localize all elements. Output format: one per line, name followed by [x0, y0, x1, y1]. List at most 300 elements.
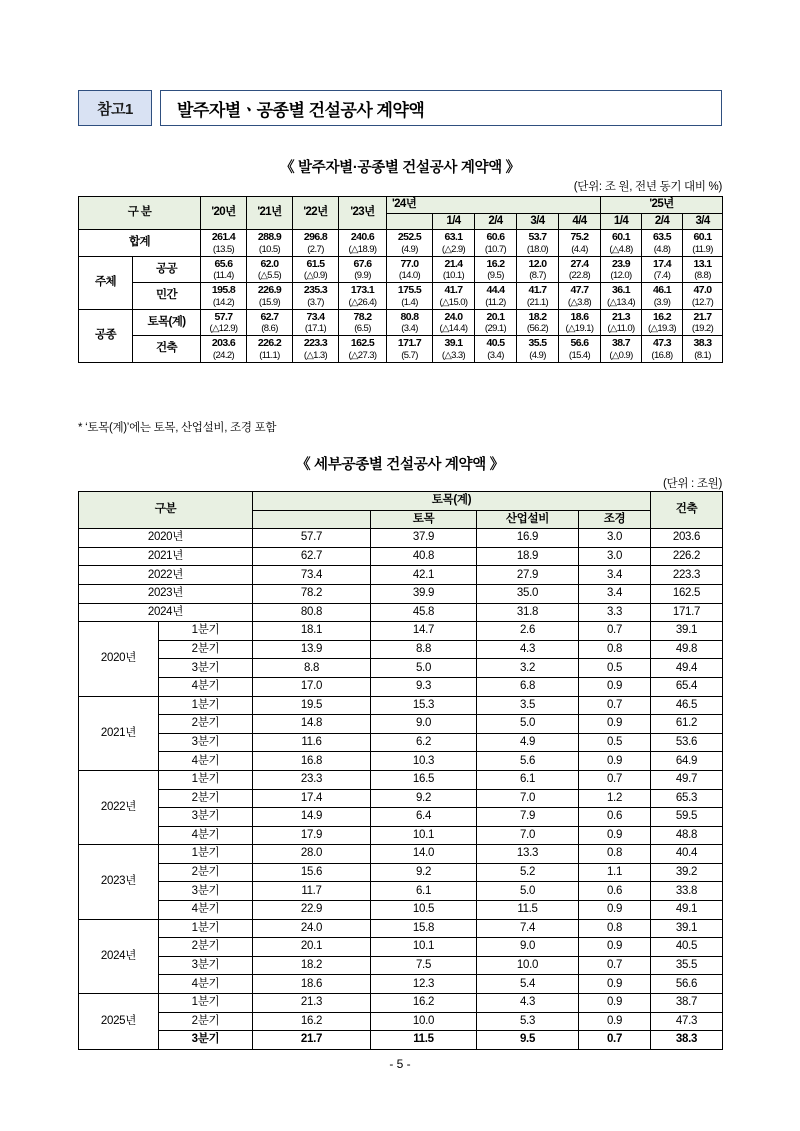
quarter-civil-total: 17.9	[253, 826, 371, 845]
cell-civil-7: 18.2 (56.2)	[517, 309, 559, 336]
table2-row-quarter	[79, 752, 723, 771]
header-2024-q1: 1/4	[433, 213, 475, 230]
quarter-label: 1분기	[159, 919, 253, 938]
quarter-label: 2분기	[159, 1012, 253, 1031]
cell-civil-11: 21.7 (19.2)	[683, 309, 723, 336]
quarter-label: 1분기	[159, 994, 253, 1013]
annual-building: 203.6	[651, 529, 723, 548]
quarter-building: 48.8	[651, 826, 723, 845]
quarter-civil: 6.1	[371, 882, 477, 901]
section2-title: 《 세부공종별 건설공사 계약액 》	[296, 457, 504, 473]
annual-landscape: 3.4	[579, 566, 651, 585]
quarter-landscape: 0.5	[579, 659, 651, 678]
quarter-civil: 8.8	[371, 640, 477, 659]
cell-total-10: 63.5 (4.8)	[642, 230, 683, 257]
table2-row-quarter	[79, 640, 723, 659]
table2-row-quarter	[79, 975, 723, 994]
header-2025-q2: 2/4	[642, 213, 683, 230]
row-label-private: 민간	[133, 283, 201, 310]
cell-public-2: 61.5 (△0.9)	[293, 256, 339, 283]
annual-civil: 42.1	[371, 566, 477, 585]
quarter-civil-total: 13.9	[253, 640, 371, 659]
quarter-industrial: 11.5	[477, 901, 579, 920]
header2-civil-total-value	[253, 510, 371, 529]
annual-landscape: 3.4	[579, 584, 651, 603]
quarter-civil-total: 28.0	[253, 845, 371, 864]
quarter-civil: 9.2	[371, 789, 477, 808]
cell-building-6: 40.5 (3.4)	[475, 336, 517, 363]
quarter-civil-total: 19.5	[253, 696, 371, 715]
table2-row-quarter	[79, 677, 723, 696]
quarter-landscape: 0.9	[579, 826, 651, 845]
cell-building-0: 203.6 (24.2)	[201, 336, 247, 363]
annual-industrial: 16.9	[477, 529, 579, 548]
cell-total-4: 252.5 (4.9)	[387, 230, 433, 257]
quarter-civil: 11.5	[371, 1031, 477, 1050]
quarter-civil: 10.1	[371, 938, 477, 957]
header-year-2024-group: '24년	[387, 197, 601, 214]
quarter-building: 35.5	[651, 956, 723, 975]
quarter-industrial: 7.4	[477, 919, 579, 938]
quarter-label: 1분기	[159, 770, 253, 789]
annual-industrial: 31.8	[477, 603, 579, 622]
quarter-civil-total: 15.6	[253, 863, 371, 882]
annual-year-label: 2022년	[79, 566, 253, 585]
quarter-civil-total: 20.1	[253, 938, 371, 957]
table2-row-quarter	[79, 770, 723, 789]
cell-civil-10: 16.2 (△19.3)	[642, 309, 683, 336]
cell-public-11: 13.1 (8.8)	[683, 256, 723, 283]
table2-row-quarter-current	[79, 1031, 723, 1050]
cell-public-1: 62.0 (△5.5)	[247, 256, 293, 283]
cell-public-5: 21.4 (10.1)	[433, 256, 475, 283]
table-row-building	[79, 336, 723, 363]
quarter-label: 1분기	[159, 622, 253, 641]
quarter-building: 49.4	[651, 659, 723, 678]
quarter-industrial: 13.3	[477, 845, 579, 864]
table2-row-quarter	[79, 1012, 723, 1031]
cell-total-2: 296.8 (2.7)	[293, 230, 339, 257]
quarter-industrial: 4.9	[477, 733, 579, 752]
cell-civil-6: 20.1 (29.1)	[475, 309, 517, 336]
page-title: 발주자별ㆍ공종별 건설공사 계약액	[160, 90, 722, 126]
table2-row-quarter	[79, 882, 723, 901]
cell-private-4: 175.5 (1.4)	[387, 283, 433, 310]
quarter-building: 39.2	[651, 863, 723, 882]
quarter-label: 2분기	[159, 640, 253, 659]
quarter-industrial: 3.2	[477, 659, 579, 678]
cell-building-7: 35.5 (4.9)	[517, 336, 559, 363]
header-2024-q4: 4/4	[559, 213, 601, 230]
annual-building: 226.2	[651, 547, 723, 566]
header2-civil: 토목	[371, 510, 477, 529]
header2-gubun: 구분	[79, 492, 253, 529]
cell-total-11: 60.1 (11.9)	[683, 230, 723, 257]
quarter-landscape: 0.9	[579, 677, 651, 696]
row-label-total: 합계	[79, 230, 201, 257]
quarter-label: 3분기	[159, 956, 253, 975]
table-row-total	[79, 230, 723, 257]
quarter-civil-total: 18.2	[253, 956, 371, 975]
quarter-building: 49.1	[651, 901, 723, 920]
cell-total-1: 288.9 (10.5)	[247, 230, 293, 257]
table2-row-annual	[79, 584, 723, 603]
quarter-landscape: 0.7	[579, 770, 651, 789]
quarter-industrial: 3.5	[477, 696, 579, 715]
quarter-civil-total: 14.8	[253, 715, 371, 734]
cell-private-8: 47.7 (△3.8)	[559, 283, 601, 310]
quarter-landscape: 0.9	[579, 752, 651, 771]
annual-civil: 37.9	[371, 529, 477, 548]
quarter-civil: 10.3	[371, 752, 477, 771]
quarter-civil: 9.3	[371, 677, 477, 696]
row-label-worktype: 공종	[79, 309, 133, 362]
quarter-group-year: 2024년	[79, 919, 159, 993]
table2-row-quarter	[79, 826, 723, 845]
quarter-civil-total: 23.3	[253, 770, 371, 789]
quarter-industrial: 10.0	[477, 956, 579, 975]
row-label-subject: 주체	[79, 256, 133, 309]
quarter-civil-total: 18.6	[253, 975, 371, 994]
quarter-civil-total: 22.9	[253, 901, 371, 920]
quarter-civil: 12.3	[371, 975, 477, 994]
quarter-landscape: 0.9	[579, 938, 651, 957]
quarter-landscape: 1.2	[579, 789, 651, 808]
cell-civil-3: 78.2 (6.5)	[339, 309, 387, 336]
quarter-civil: 6.4	[371, 808, 477, 827]
table2-row-quarter	[79, 696, 723, 715]
quarter-building: 40.5	[651, 938, 723, 957]
quarter-civil: 7.5	[371, 956, 477, 975]
annual-civil: 40.8	[371, 547, 477, 566]
quarter-building: 49.8	[651, 640, 723, 659]
annual-civil-total: 78.2	[253, 584, 371, 603]
quarter-industrial: 5.6	[477, 752, 579, 771]
annual-industrial: 27.9	[477, 566, 579, 585]
cell-building-2: 223.3 (△1.3)	[293, 336, 339, 363]
table2-row-annual	[79, 529, 723, 548]
quarter-landscape: 0.8	[579, 919, 651, 938]
cell-building-5: 39.1 (△3.3)	[433, 336, 475, 363]
annual-industrial: 18.9	[477, 547, 579, 566]
quarter-civil: 16.2	[371, 994, 477, 1013]
quarter-civil-total: 16.2	[253, 1012, 371, 1031]
cell-civil-2: 73.4 (17.1)	[293, 309, 339, 336]
cell-building-1: 226.2 (11.1)	[247, 336, 293, 363]
table2-row-quarter	[79, 622, 723, 641]
annual-civil: 39.9	[371, 584, 477, 603]
table2-row-quarter	[79, 994, 723, 1013]
quarter-landscape: 0.9	[579, 901, 651, 920]
quarter-label: 2분기	[159, 789, 253, 808]
cell-public-6: 16.2 (9.5)	[475, 256, 517, 283]
cell-private-6: 44.4 (11.2)	[475, 283, 517, 310]
quarter-landscape: 0.7	[579, 622, 651, 641]
annual-year-label: 2024년	[79, 603, 253, 622]
header2-building: 건축	[651, 492, 723, 529]
cell-public-4: 77.0 (14.0)	[387, 256, 433, 283]
quarter-label: 3분기	[159, 659, 253, 678]
quarter-civil: 14.0	[371, 845, 477, 864]
table-row-public	[79, 256, 723, 283]
quarter-label: 3분기	[159, 882, 253, 901]
quarter-landscape: 0.9	[579, 1012, 651, 1031]
table2-row-quarter	[79, 715, 723, 734]
quarter-landscape: 0.7	[579, 1031, 651, 1050]
cell-total-9: 60.1 (△4.8)	[601, 230, 642, 257]
quarter-building: 46.5	[651, 696, 723, 715]
quarter-industrial: 5.0	[477, 715, 579, 734]
quarter-building: 65.3	[651, 789, 723, 808]
quarter-building: 38.7	[651, 994, 723, 1013]
cell-civil-8: 18.6 (△19.1)	[559, 309, 601, 336]
quarter-civil: 16.5	[371, 770, 477, 789]
header2-civil-total: 토목(계)	[253, 492, 651, 511]
table-row-civil	[79, 309, 723, 336]
annual-building: 171.7	[651, 603, 723, 622]
quarter-industrial: 5.3	[477, 1012, 579, 1031]
quarter-industrial: 5.0	[477, 882, 579, 901]
quarter-group-year: 2022년	[79, 770, 159, 844]
contract-amount-table	[78, 196, 723, 363]
quarter-civil: 9.0	[371, 715, 477, 734]
quarter-building: 65.4	[651, 677, 723, 696]
cell-private-11: 47.0 (12.7)	[683, 283, 723, 310]
detail-worktype-table	[78, 491, 723, 1050]
header-2025-q1: 1/4	[601, 213, 642, 230]
quarter-industrial: 7.0	[477, 826, 579, 845]
header-year-2025-group: '25년	[601, 197, 723, 214]
quarter-civil: 10.5	[371, 901, 477, 920]
annual-building: 223.3	[651, 566, 723, 585]
quarter-building: 64.9	[651, 752, 723, 771]
quarter-industrial: 9.5	[477, 1031, 579, 1050]
cell-building-10: 47.3 (16.8)	[642, 336, 683, 363]
table2-row-quarter	[79, 733, 723, 752]
annual-year-label: 2020년	[79, 529, 253, 548]
quarter-industrial: 4.3	[477, 994, 579, 1013]
quarter-building: 59.5	[651, 808, 723, 827]
quarter-civil: 10.1	[371, 826, 477, 845]
table2-row-annual	[79, 547, 723, 566]
header-2024-q2: 2/4	[475, 213, 517, 230]
quarter-civil: 6.2	[371, 733, 477, 752]
cell-total-6: 60.6 (10.7)	[475, 230, 517, 257]
cell-private-1: 226.9 (15.9)	[247, 283, 293, 310]
quarter-label: 3분기	[159, 733, 253, 752]
quarter-civil-total: 16.8	[253, 752, 371, 771]
quarter-industrial: 5.4	[477, 975, 579, 994]
table2-row-quarter	[79, 808, 723, 827]
quarter-landscape: 0.8	[579, 845, 651, 864]
cell-public-3: 67.6 (9.9)	[339, 256, 387, 283]
header2-landscape: 조경	[579, 510, 651, 529]
header-year-2021: '21년	[247, 197, 293, 230]
quarter-group-year: 2025년	[79, 994, 159, 1050]
table2-row-quarter	[79, 659, 723, 678]
cell-private-10: 46.1 (3.9)	[642, 283, 683, 310]
quarter-group-year: 2020년	[79, 622, 159, 696]
quarter-label: 4분기	[159, 975, 253, 994]
header-2024-q-total	[387, 213, 433, 230]
cell-public-9: 23.9 (12.0)	[601, 256, 642, 283]
cell-civil-0: 57.7 (△12.9)	[201, 309, 247, 336]
quarter-civil: 15.8	[371, 919, 477, 938]
quarter-civil-total: 17.0	[253, 677, 371, 696]
quarter-label: 3분기	[159, 1031, 253, 1050]
quarter-label: 1분기	[159, 845, 253, 864]
quarter-building: 40.4	[651, 845, 723, 864]
page-number: - 5 -	[389, 1057, 411, 1071]
annual-landscape: 3.0	[579, 529, 651, 548]
quarter-industrial: 7.9	[477, 808, 579, 827]
quarter-industrial: 6.1	[477, 770, 579, 789]
quarter-label: 4분기	[159, 826, 253, 845]
section1-title: 《 발주자별·공종별 건설공사 계약액 》	[280, 160, 520, 176]
quarter-building: 38.3	[651, 1031, 723, 1050]
quarter-landscape: 0.9	[579, 715, 651, 734]
cell-building-11: 38.3 (8.1)	[683, 336, 723, 363]
quarter-civil: 14.7	[371, 622, 477, 641]
cell-total-0: 261.4 (13.5)	[201, 230, 247, 257]
cell-private-2: 235.3 (3.7)	[293, 283, 339, 310]
header2-industrial: 산업설비	[477, 510, 579, 529]
quarter-landscape: 0.5	[579, 733, 651, 752]
cell-public-7: 12.0 (8.7)	[517, 256, 559, 283]
quarter-landscape: 0.6	[579, 882, 651, 901]
quarter-civil-total: 11.6	[253, 733, 371, 752]
quarter-landscape: 0.7	[579, 956, 651, 975]
table2-row-quarter	[79, 863, 723, 882]
quarter-building: 39.1	[651, 919, 723, 938]
quarter-civil-total: 8.8	[253, 659, 371, 678]
quarter-label: 4분기	[159, 752, 253, 771]
annual-civil-total: 57.7	[253, 529, 371, 548]
cell-total-3: 240.6 (△18.9)	[339, 230, 387, 257]
annual-civil-total: 73.4	[253, 566, 371, 585]
quarter-civil: 10.0	[371, 1012, 477, 1031]
quarter-civil-total: 18.1	[253, 622, 371, 641]
annual-landscape: 3.0	[579, 547, 651, 566]
quarter-building: 33.8	[651, 882, 723, 901]
cell-public-8: 27.4 (22.8)	[559, 256, 601, 283]
reference-badge: 참고1	[78, 90, 152, 126]
cell-civil-1: 62.7 (8.6)	[247, 309, 293, 336]
quarter-building: 53.6	[651, 733, 723, 752]
table2-row-quarter	[79, 938, 723, 957]
cell-total-8: 75.2 (4.4)	[559, 230, 601, 257]
cell-building-3: 162.5 (△27.3)	[339, 336, 387, 363]
quarter-civil: 5.0	[371, 659, 477, 678]
cell-private-0: 195.8 (14.2)	[201, 283, 247, 310]
table2-header-row-1	[79, 492, 723, 511]
table2-row-quarter	[79, 901, 723, 920]
quarter-label: 2분기	[159, 715, 253, 734]
header-2025-q3: 3/4	[683, 213, 723, 230]
quarter-civil: 9.2	[371, 863, 477, 882]
quarter-building: 56.6	[651, 975, 723, 994]
cell-private-7: 41.7 (21.1)	[517, 283, 559, 310]
quarter-label: 2분기	[159, 938, 253, 957]
annual-civil-total: 80.8	[253, 603, 371, 622]
quarter-building: 49.7	[651, 770, 723, 789]
quarter-building: 47.3	[651, 1012, 723, 1031]
quarter-industrial: 6.8	[477, 677, 579, 696]
row-label-public: 공공	[133, 256, 201, 283]
cell-building-9: 38.7 (△0.9)	[601, 336, 642, 363]
quarter-landscape: 0.9	[579, 975, 651, 994]
quarter-building: 61.2	[651, 715, 723, 734]
quarter-label: 4분기	[159, 901, 253, 920]
annual-year-label: 2023년	[79, 584, 253, 603]
cell-private-9: 36.1 (△13.4)	[601, 283, 642, 310]
quarter-label: 1분기	[159, 696, 253, 715]
quarter-civil-total: 11.7	[253, 882, 371, 901]
quarter-industrial: 2.6	[477, 622, 579, 641]
quarter-landscape: 0.7	[579, 696, 651, 715]
table2-row-annual	[79, 566, 723, 585]
section2-unit-note: (단위 : 조원)	[663, 478, 722, 490]
quarter-building: 39.1	[651, 622, 723, 641]
header-gubun: 구 분	[79, 197, 201, 230]
header-2024-q3: 3/4	[517, 213, 559, 230]
cell-public-10: 17.4 (7.4)	[642, 256, 683, 283]
table-row-private	[79, 283, 723, 310]
table2-row-quarter	[79, 789, 723, 808]
quarter-civil-total: 21.7	[253, 1031, 371, 1050]
quarter-group-year: 2023년	[79, 845, 159, 919]
cell-private-5: 41.7 (△15.0)	[433, 283, 475, 310]
quarter-label: 3분기	[159, 808, 253, 827]
annual-civil-total: 62.7	[253, 547, 371, 566]
annual-industrial: 35.0	[477, 584, 579, 603]
cell-civil-4: 80.8 (3.4)	[387, 309, 433, 336]
header-year-2023: '23년	[339, 197, 387, 230]
table-header-row-1	[79, 197, 723, 214]
cell-private-3: 173.1 (△26.4)	[339, 283, 387, 310]
quarter-civil: 15.3	[371, 696, 477, 715]
quarter-label: 2분기	[159, 863, 253, 882]
annual-building: 162.5	[651, 584, 723, 603]
table2-row-annual	[79, 603, 723, 622]
cell-total-5: 63.1 (△2.9)	[433, 230, 475, 257]
quarter-label: 4분기	[159, 677, 253, 696]
cell-total-7: 53.7 (18.0)	[517, 230, 559, 257]
quarter-landscape: 0.9	[579, 994, 651, 1013]
annual-year-label: 2021년	[79, 547, 253, 566]
cell-building-8: 56.6 (15.4)	[559, 336, 601, 363]
reference-header	[78, 90, 722, 126]
cell-civil-9: 21.3 (△11.0)	[601, 309, 642, 336]
header-year-2022: '22년	[293, 197, 339, 230]
table2-row-quarter	[79, 845, 723, 864]
quarter-industrial: 9.0	[477, 938, 579, 957]
quarter-industrial: 4.3	[477, 640, 579, 659]
table2-row-quarter	[79, 956, 723, 975]
quarter-civil-total: 21.3	[253, 994, 371, 1013]
annual-landscape: 3.3	[579, 603, 651, 622]
section1-unit-note: (단위: 조 원, 전년 동기 대비 %)	[573, 181, 722, 193]
quarter-civil-total: 24.0	[253, 919, 371, 938]
row-label-building: 건축	[133, 336, 201, 363]
row-label-civil-total: 토목(계)	[133, 309, 201, 336]
table2-row-quarter	[79, 919, 723, 938]
cell-building-4: 171.7 (5.7)	[387, 336, 433, 363]
annual-civil: 45.8	[371, 603, 477, 622]
quarter-civil-total: 14.9	[253, 808, 371, 827]
quarter-industrial: 7.0	[477, 789, 579, 808]
cell-public-0: 65.6 (11.4)	[201, 256, 247, 283]
